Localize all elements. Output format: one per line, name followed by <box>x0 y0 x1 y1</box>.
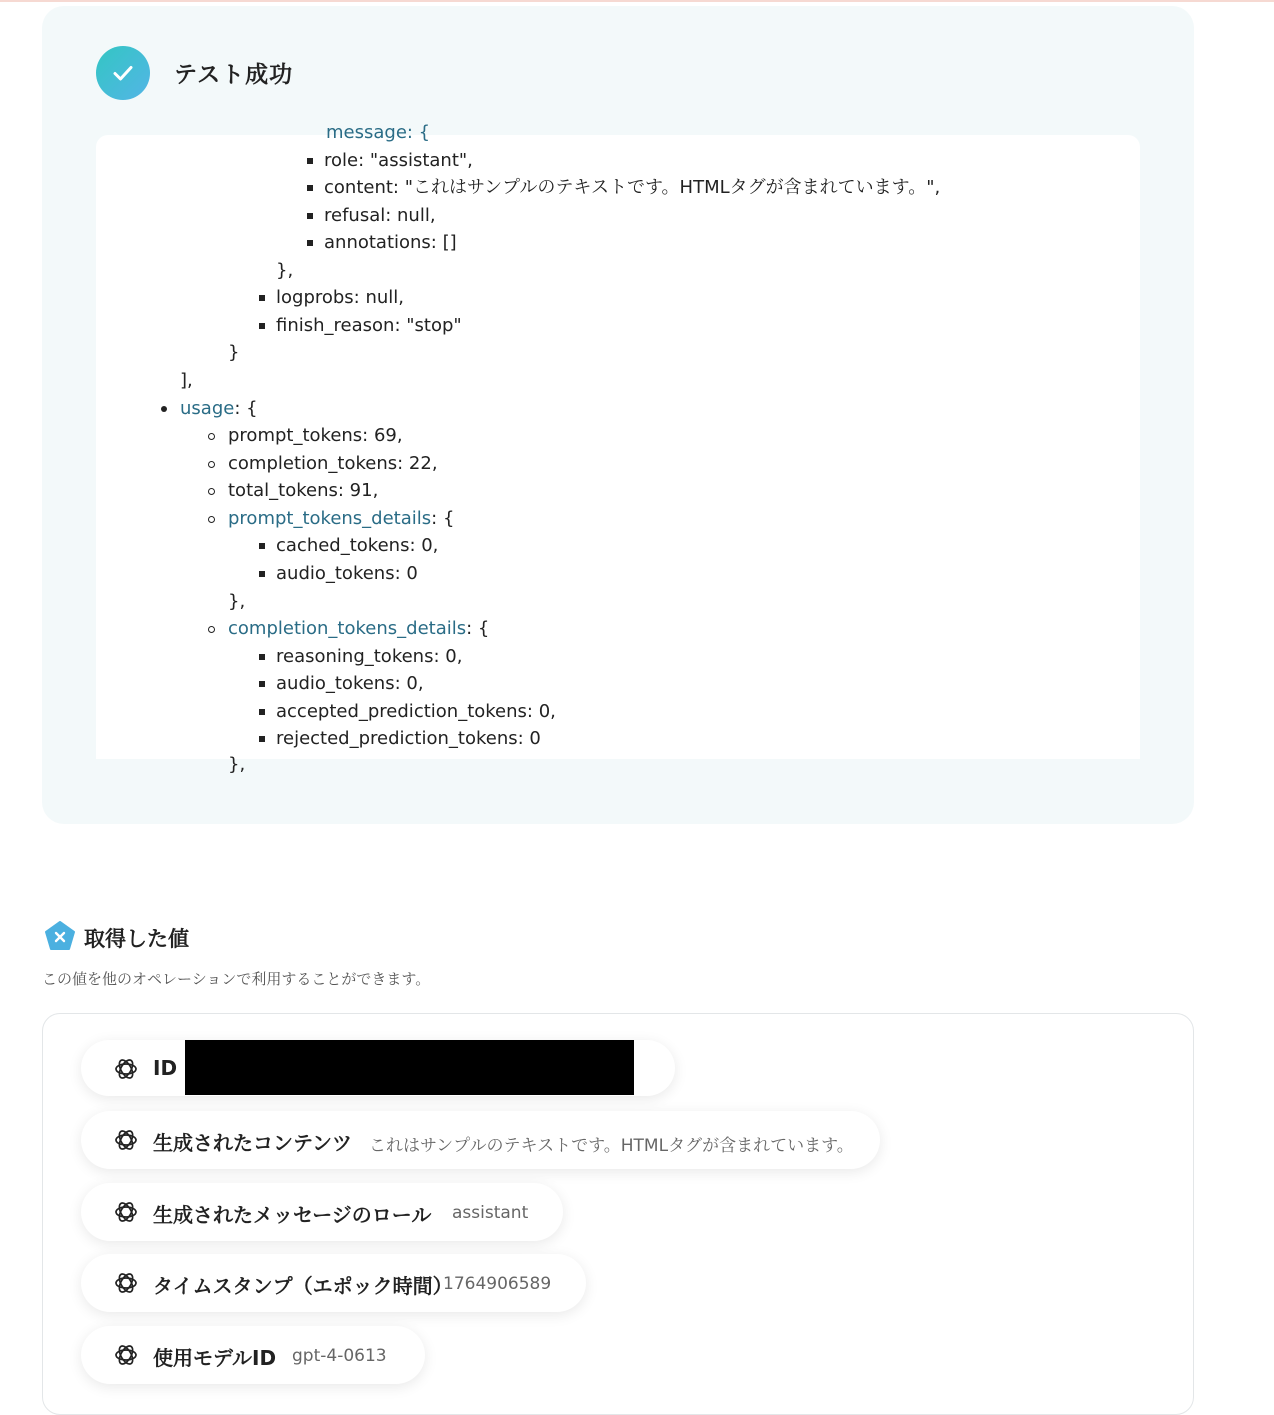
bullet-ring <box>208 461 215 468</box>
json-line: cached_tokens: 0, <box>276 535 439 556</box>
json-line: logprobs: null, <box>276 287 405 308</box>
bullet-square <box>307 240 313 246</box>
bullet-square <box>259 709 265 715</box>
bullet-ring <box>208 488 215 495</box>
chip-label: 使用モデルID <box>153 1346 277 1370</box>
openai-icon <box>113 1199 139 1225</box>
clipped-line: message: { <box>326 122 431 143</box>
check-icon <box>96 46 150 100</box>
values-title: 取得した値 <box>84 927 189 951</box>
chip-value: これはサンプルのテキストです。HTMLタグが含まれています。 <box>369 1136 854 1156</box>
chip-label: 生成されたコンテンツ <box>153 1131 352 1155</box>
chip-label: ID <box>153 1056 178 1080</box>
top-border <box>0 0 1274 2</box>
value-chip-timestamp[interactable] <box>81 1254 586 1312</box>
json-key: usage <box>180 398 235 419</box>
values-card <box>42 1013 1194 1415</box>
chip-value: assistant <box>452 1203 529 1223</box>
json-line: audio_tokens: 0, <box>276 673 424 694</box>
json-line <box>228 507 454 531</box>
chip-label: 生成されたメッセージのロール <box>153 1203 432 1227</box>
bullet-square <box>307 185 313 191</box>
openai-icon <box>113 1127 139 1153</box>
json-line: prompt_tokens: 69, <box>228 425 403 446</box>
json-line: annotations: [] <box>324 232 457 253</box>
json-line: role: "assistant", <box>324 150 473 171</box>
json-brace: : { <box>431 508 455 529</box>
json-line: } <box>228 342 240 363</box>
chip-value: 1764906589 <box>443 1274 552 1294</box>
json-line: ], <box>180 370 193 391</box>
clipped-line: }, <box>228 754 246 775</box>
json-brace: : { <box>234 398 258 419</box>
bullet-square <box>259 654 265 660</box>
openai-icon <box>113 1270 139 1296</box>
json-line: }, <box>276 260 294 281</box>
value-chip-model[interactable] <box>81 1326 425 1384</box>
bullet-square <box>259 543 265 549</box>
bullet-square <box>259 571 265 577</box>
json-output[interactable] <box>96 122 1140 775</box>
json-line: completion_tokens: 22, <box>228 453 438 474</box>
redacted-value <box>185 1040 634 1095</box>
chip-label: タイムスタンプ（エポック時間） <box>153 1274 453 1298</box>
bullet-square <box>259 323 265 329</box>
result-title: テスト成功 <box>174 62 294 88</box>
bullet-ring <box>208 626 215 633</box>
json-line: audio_tokens: 0 <box>276 563 418 584</box>
json-line: rejected_prediction_tokens: 0 <box>276 728 541 749</box>
test-result-card <box>42 6 1194 824</box>
openai-icon <box>113 1342 139 1368</box>
json-line: finish_reason: "stop" <box>276 315 462 336</box>
bullet-ring <box>208 516 215 523</box>
chip-value: gpt-4-0613 <box>292 1346 387 1366</box>
json-line: reasoning_tokens: 0, <box>276 646 463 667</box>
value-chip-role[interactable] <box>81 1183 563 1241</box>
bullet-square <box>307 158 313 164</box>
bullet-dot <box>161 406 167 412</box>
pentagon-x-icon <box>44 920 76 952</box>
json-key: prompt_tokens_details <box>228 508 432 529</box>
json-line: content: "これはサンプルのテキストです。HTMLタグが含まれています。", <box>324 177 941 198</box>
value-chip-id[interactable] <box>81 1040 675 1096</box>
json-key: completion_tokens_details <box>228 618 467 639</box>
bullet-square <box>259 681 265 687</box>
value-chip-content[interactable] <box>81 1111 880 1169</box>
json-line: accepted_prediction_tokens: 0, <box>276 701 556 722</box>
bullet-square <box>307 213 313 219</box>
openai-icon <box>113 1056 139 1082</box>
values-description: この値を他のオペレーションで利用することができます。 <box>42 970 431 988</box>
json-line <box>180 397 258 421</box>
json-line <box>228 617 489 641</box>
json-brace: : { <box>466 618 490 639</box>
json-line: }, <box>228 591 246 612</box>
json-line: total_tokens: 91, <box>228 480 379 501</box>
bullet-square <box>259 736 265 742</box>
json-line: refusal: null, <box>324 205 436 226</box>
bullet-ring <box>208 433 215 440</box>
bullet-square <box>259 295 265 301</box>
